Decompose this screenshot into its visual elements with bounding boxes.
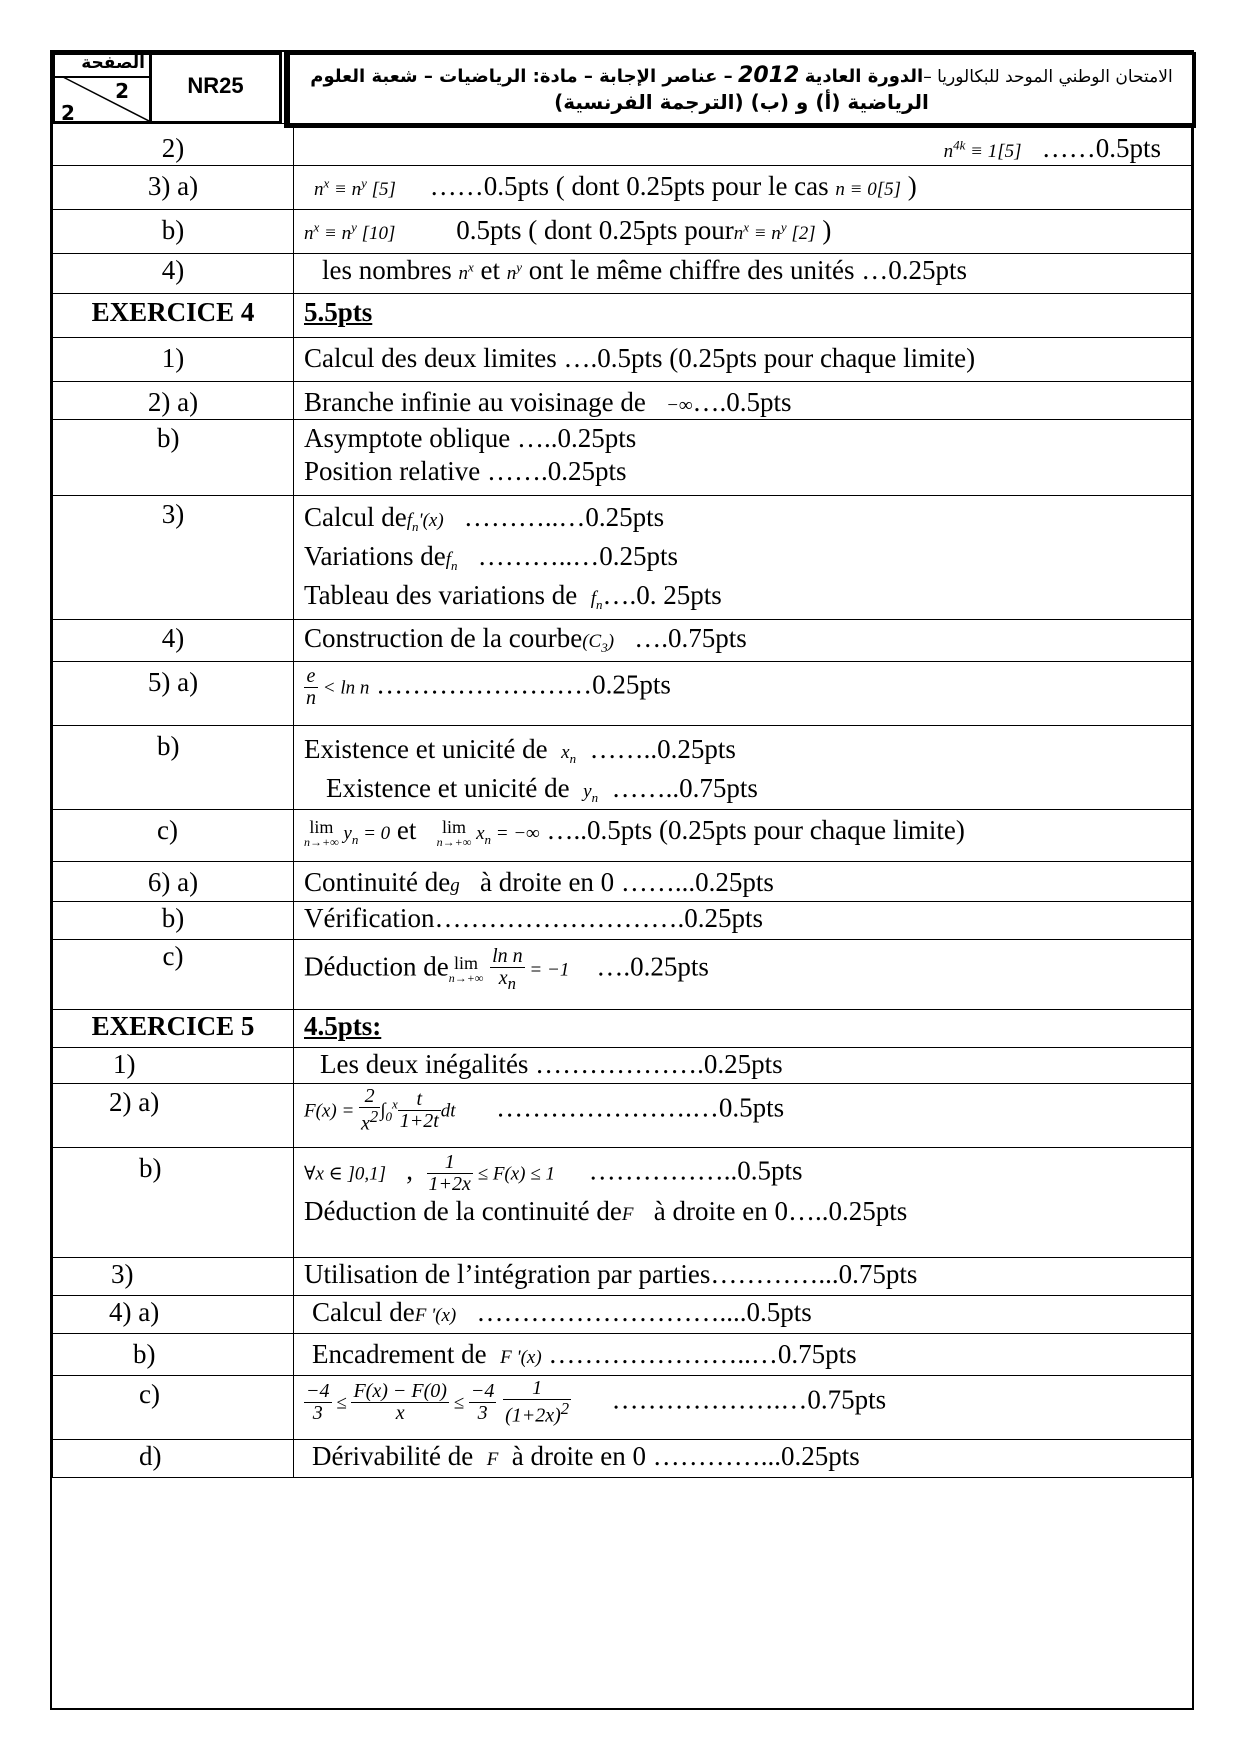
answer-key-page xyxy=(50,50,1194,1710)
question-cell: 3) a) xyxy=(53,165,294,209)
exam-code: NR25 xyxy=(152,52,282,124)
table-row xyxy=(53,619,1192,661)
question-cell: 4) a) xyxy=(53,1295,294,1333)
text-a: Construction de la courbe xyxy=(304,622,583,653)
text-b: ….0.75pts xyxy=(634,622,747,653)
exercise-points xyxy=(294,1009,1192,1047)
text-a: Dérivabilité de xyxy=(312,1440,474,1471)
text-b: ………………………....0.5pts xyxy=(476,1296,812,1327)
text: ……………..0.5pts xyxy=(588,1155,803,1186)
table-row xyxy=(53,209,1192,253)
question-cell: b) xyxy=(53,419,294,495)
points-cell: $n^x \equiv n^y$ [10] 0.5pts ( dont 0.25pts pourn$^x$ ≡ $n^y$ [2] ) xyxy=(294,209,1192,253)
points-cell: Déduction de lim n→+∞ $\frac{\text{ln n}}{x_n}$ = −1 ….0.25pts xyxy=(294,939,1192,1009)
paren: ) xyxy=(822,214,832,245)
exercise-points xyxy=(294,293,1192,337)
question-cell: 4) xyxy=(53,619,294,661)
question-cell: c) xyxy=(53,809,294,861)
points-cell: Calcul deF '(x) ………………………....0.5pts xyxy=(294,1295,1192,1333)
table-row xyxy=(53,165,1192,209)
line-1: Asymptote oblique …..0.25pts xyxy=(304,422,637,453)
table-row xyxy=(53,661,1192,725)
grading-table xyxy=(52,123,1192,1478)
points-text: 0.5pts ( dont 0.25pts pour xyxy=(456,214,734,245)
text-a: Calcul de xyxy=(312,1296,415,1327)
text-b: ….0.25pts xyxy=(596,951,709,982)
header xyxy=(52,52,1196,128)
title-line-1 xyxy=(290,63,1193,88)
points-cell: Utilisation de l’intégration par parties…………...0.75pts xyxy=(294,1257,1192,1295)
points-cell: Dérivabilité de F à droite en 0 …………...0.25pts xyxy=(294,1439,1192,1477)
question-cell: 4) xyxy=(53,253,294,293)
question-cell: d) xyxy=(53,1439,294,1477)
text-a: Existence et unicité de xyxy=(304,733,548,764)
question-cell: 2) a) xyxy=(53,1083,294,1147)
text: ………………….…0.5pts xyxy=(496,1092,785,1123)
table-row xyxy=(53,1083,1192,1147)
points-cell: $\frac{e}{n}$ < ln n ……………………0.25pts xyxy=(294,661,1192,725)
table-row xyxy=(53,901,1192,939)
paren: ) xyxy=(907,170,917,201)
question-cell: b) xyxy=(53,725,294,809)
title-year: 2012 xyxy=(738,63,800,88)
points-text: ……0.5pts ( dont 0.25pts pour le cas xyxy=(429,170,829,201)
table-row xyxy=(53,495,1192,619)
line-2: Variations def$_n$ ………..…0.25pts xyxy=(304,541,679,573)
text-a: Encadrement de xyxy=(312,1338,487,1369)
text-c: ont le même chiffre des unités …0.25pts xyxy=(528,254,967,285)
points-cell: Calcul des deux limites ….0.5pts (0.25pts pour chaque limite) xyxy=(294,337,1192,381)
question-cell: 2) a) xyxy=(53,381,294,419)
table-row xyxy=(53,1375,1192,1439)
page-total: 2 xyxy=(61,101,75,125)
text-b: ….0. 25pts xyxy=(602,580,722,611)
page-label: الصفحة xyxy=(81,53,145,73)
exercise-heading: EXERCICE 5 xyxy=(53,1009,294,1047)
text-a: et xyxy=(396,814,417,845)
title-part-a: الامتحان الوطني الموحد للبكالوريا – xyxy=(923,67,1173,87)
title-line-2: الرياضية (أ) و (ب) (الترجمة الفرنسية) xyxy=(554,90,929,114)
text-b: ……..0.25pts xyxy=(589,733,736,764)
table-row xyxy=(53,1295,1192,1333)
question-cell: 2) xyxy=(53,124,294,166)
table-row xyxy=(53,124,1192,166)
points-cell xyxy=(294,495,1192,619)
points-cell xyxy=(294,419,1192,495)
exercise-total: 4.5pts: xyxy=(304,1010,382,1041)
table-row xyxy=(53,381,1192,419)
points-cell: Continuité deg à droite en 0 ……...0.25pts xyxy=(294,861,1192,901)
table-row xyxy=(53,337,1192,381)
text-a: Branche infinie au voisinage de xyxy=(304,386,646,417)
question-cell: c) xyxy=(53,1375,294,1439)
points-cell: Encadrement de F '(x) …………………..…0.75pts xyxy=(294,1333,1192,1375)
text-b: ….0.5pts xyxy=(692,386,792,417)
line-2: Existence et unicité de $y_n$ ……..0.75pts xyxy=(326,773,758,805)
points-cell xyxy=(294,1147,1192,1257)
points-cell: les nombres $n^x$ et $n^y$ ont le même chiffre des unités …0.25pts xyxy=(294,253,1192,293)
line-2: Déduction de la continuité deF à droite en 0…..0.25pts xyxy=(304,1195,908,1226)
question-cell: 3) xyxy=(53,495,294,619)
table-row xyxy=(53,293,1192,337)
line-3: Tableau des variations de $f_n\dots.0$. 25pts xyxy=(304,580,722,612)
points-text: ……0.5pts xyxy=(1041,133,1161,163)
table-row xyxy=(53,1333,1192,1375)
text-b: et xyxy=(480,254,501,285)
table-row xyxy=(53,1047,1192,1083)
question-cell: b) xyxy=(53,1147,294,1257)
text-b: ………..…0.25pts xyxy=(477,541,679,572)
points-cell: $n^{4k} \equiv 1[5]$ ……0.5pts xyxy=(294,124,1192,166)
page-number: 2 xyxy=(115,79,129,103)
question-cell: 3) xyxy=(53,1257,294,1295)
table-row xyxy=(53,939,1192,1009)
table-row xyxy=(53,1257,1192,1295)
points-cell: $\frac{-4}{3}$ ≤ $\frac{F(x) - F(0)}{x}$ ≤ $\frac{-4}{3}$ $\frac{1}{(1+2x)^2}$ ……………….…0.75pts xyxy=(294,1375,1192,1439)
question-cell: 6) a) xyxy=(53,861,294,901)
text-b: à droite en 0 …………...0.25pts xyxy=(511,1440,860,1471)
page-number-box xyxy=(52,52,152,124)
table-row xyxy=(53,419,1192,495)
points-cell xyxy=(294,725,1192,809)
points-cell: Les deux inégalités ……………….0.25pts xyxy=(294,1047,1192,1083)
text-a: Variations de xyxy=(304,541,446,572)
points-cell: $n^x \equiv n^y$ [5] ……0.5pts ( dont 0.25pts pour le cas n ≡ 0[5] ) xyxy=(294,165,1192,209)
text-b: à droite en 0…..0.25pts xyxy=(653,1195,908,1226)
table-row xyxy=(53,1009,1192,1047)
text-a: Déduction de xyxy=(304,951,449,982)
points-cell: F(x) = $\frac{2}{x^2}$ $\int_0^x$ $\frac{t}{1+2t}$ dt ………………….…0.5pts xyxy=(294,1083,1192,1147)
table-row xyxy=(53,809,1192,861)
question-cell: b) xyxy=(53,901,294,939)
title-part-b: الدورة العادية xyxy=(804,66,924,87)
text-b: ………..…0.25pts xyxy=(463,501,665,532)
table-row xyxy=(53,725,1192,809)
question-cell: 1) xyxy=(53,1047,294,1083)
line-2: Position relative …….0.25pts xyxy=(304,455,627,486)
question-cell: 1) xyxy=(53,337,294,381)
text-a: Continuité de xyxy=(304,866,451,897)
text-b: ……..0.75pts xyxy=(611,773,758,804)
exam-title xyxy=(284,52,1196,128)
table-row xyxy=(53,253,1192,293)
question-cell: b) xyxy=(53,209,294,253)
text-b: …..0.5pts (0.25pts pour chaque limite) xyxy=(546,814,965,845)
text-a: Déduction de la continuité de xyxy=(304,1195,622,1226)
table-row xyxy=(53,1147,1192,1257)
points-cell: lim n→+∞ $y_n = 0$ et lim n→+∞ $x_n$ = −∞ …..0.5pts (0.25pts pour chaque limite) xyxy=(294,809,1192,861)
question-cell: c) xyxy=(53,939,294,1009)
points-cell: Vérification……………………….0.25pts xyxy=(294,901,1192,939)
text-b: …………………..…0.75pts xyxy=(548,1338,857,1369)
text-a: Existence et unicité de xyxy=(326,773,570,804)
question-cell: 5) a) xyxy=(53,661,294,725)
text-a: les nombres xyxy=(322,254,452,285)
text: ……………………0.25pts xyxy=(376,669,671,700)
text-b: à droite en 0 ……...0.25pts xyxy=(479,866,774,897)
exercise-heading: EXERCICE 4 xyxy=(53,293,294,337)
text-a: Tableau des variations de xyxy=(304,580,578,611)
table-row xyxy=(53,1439,1192,1477)
line-1: Calcul def$_n$'(x) ………..…0.25pts xyxy=(304,501,665,534)
question-cell: b) xyxy=(53,1333,294,1375)
table-row xyxy=(53,861,1192,901)
text: ……………….…0.75pts xyxy=(611,1384,887,1415)
line-1: ∀x ∈ ]0,1] , $\frac{1}{1+2x}$ ≤ F(x) ≤ 1 ……………..0.5pts xyxy=(304,1150,803,1195)
line-1: Existence et unicité de $x_n$ ……..0.25pts xyxy=(304,733,736,766)
title-part-c: – عناصر الإجابة – مادة: الرياضيات – شعبة العلوم xyxy=(310,66,733,87)
points-cell: Branche infinie au voisinage de −∞….0.5pts xyxy=(294,381,1192,419)
text-a: Calcul de xyxy=(304,501,407,532)
points-cell: Construction de la $courbe(C_3)$ ….0.75pts xyxy=(294,619,1192,661)
exercise-total: 5.5pts xyxy=(304,296,373,327)
